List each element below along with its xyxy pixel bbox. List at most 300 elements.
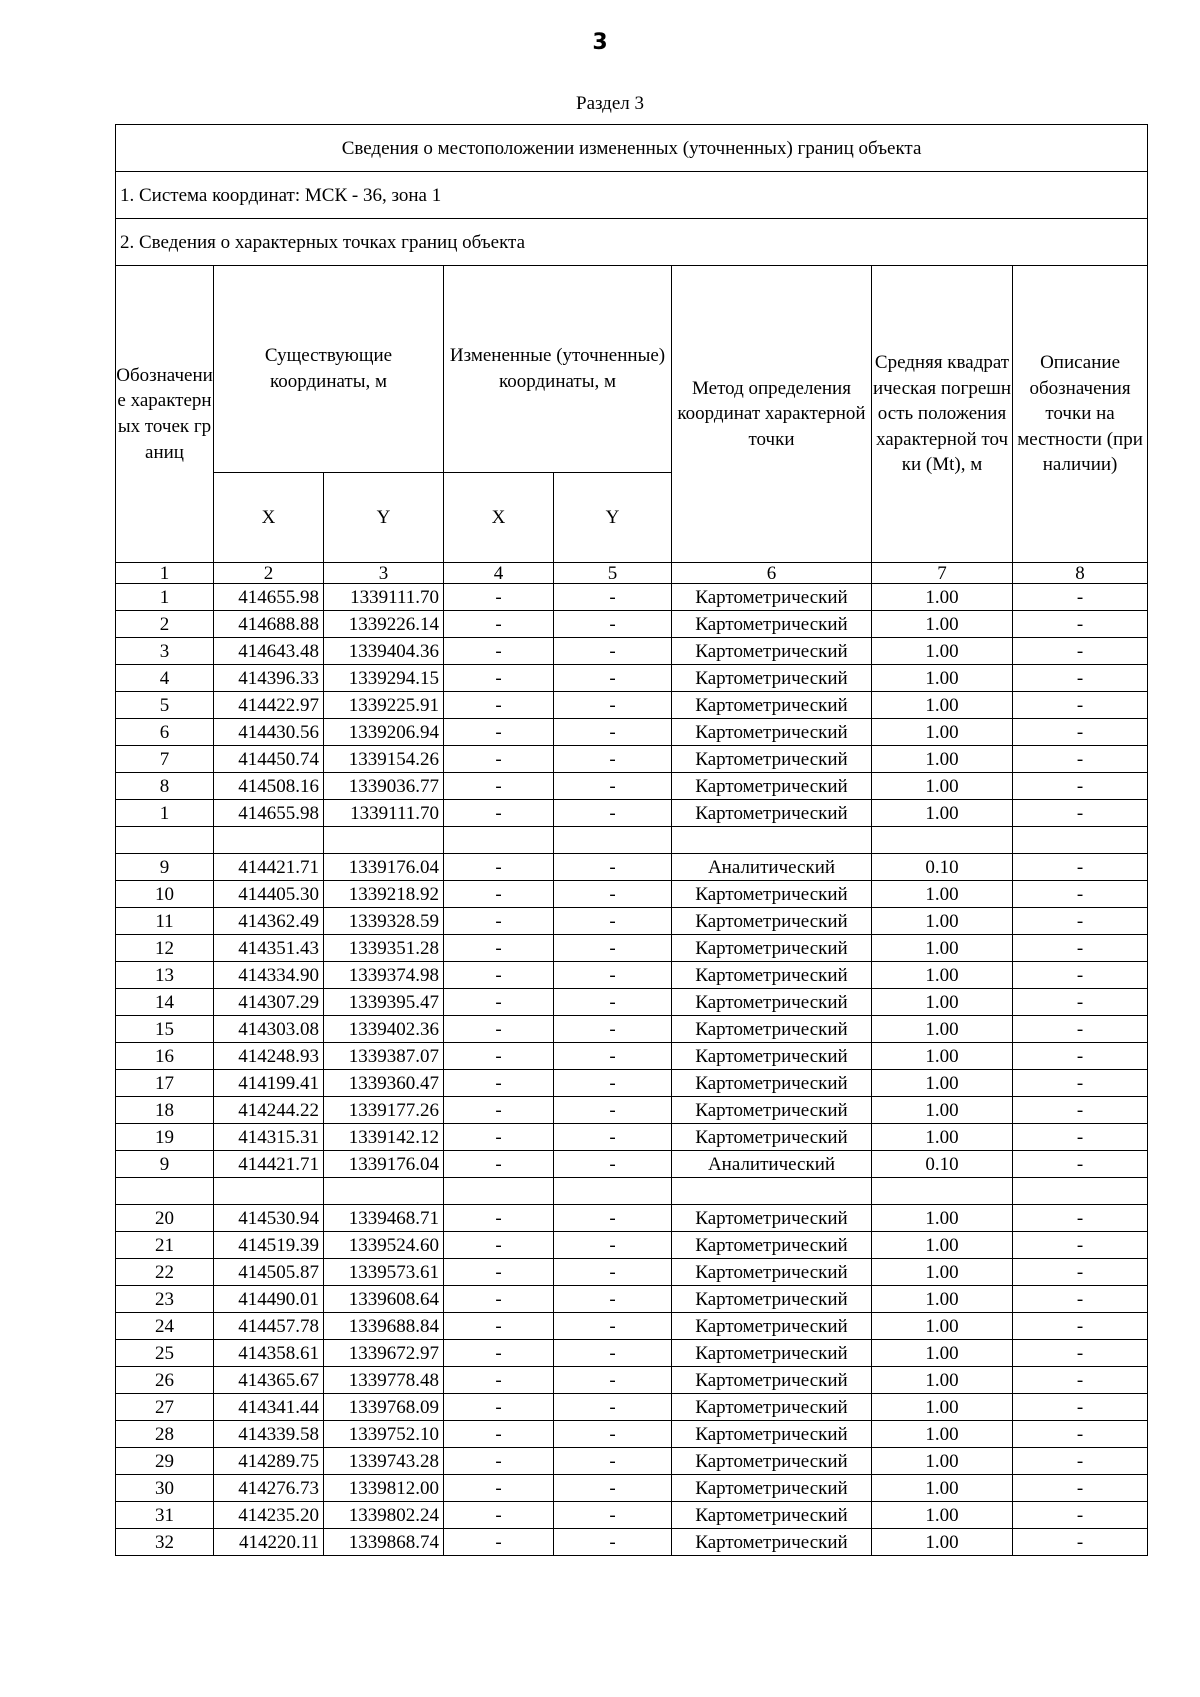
changed-y-cell: - [554,1097,672,1124]
mean-error-cell: 1.00 [872,1367,1013,1394]
existing-y-cell: 1339672.97 [324,1340,444,1367]
point-id-cell: 29 [116,1448,214,1475]
changed-y-cell: - [554,1421,672,1448]
changed-x-cell: - [444,1340,554,1367]
table-row [116,881,1148,908]
existing-y-cell: 1339752.10 [324,1421,444,1448]
point-id-cell: 8 [116,773,214,800]
method-cell: Картометрический [672,611,872,638]
changed-y-cell: - [554,611,672,638]
changed-y-cell: - [554,1394,672,1421]
existing-y-cell: 1339395.47 [324,989,444,1016]
table-row [116,773,1148,800]
method-cell: Картометрический [672,989,872,1016]
changed-x-cell: - [444,1205,554,1232]
mean-error-cell: 1.00 [872,1097,1013,1124]
description-cell: - [1013,1205,1148,1232]
section-label: Раздел 3 [576,93,644,114]
existing-x-cell: 414505.87 [214,1259,324,1286]
changed-x-cell: - [444,1043,554,1070]
existing-y-cell: 1339524.60 [324,1232,444,1259]
mean-error-cell: 0.10 [872,1151,1013,1178]
description-cell: - [1013,638,1148,665]
point-id-cell: 25 [116,1340,214,1367]
existing-y-cell: 1339404.36 [324,638,444,665]
method-cell: Картометрический [672,800,872,827]
description-cell: - [1013,908,1148,935]
contour-separator-row [116,827,1148,854]
method-cell: Картометрический [672,692,872,719]
existing-y-cell: 1339387.07 [324,1043,444,1070]
coordinate-system: 1. Система координат: МСК - 36, зона 1 [116,172,1148,219]
changed-y-cell: - [554,746,672,773]
existing-x-cell: 414421.71 [214,854,324,881]
existing-x-cell: 414365.67 [214,1367,324,1394]
description-cell: - [1013,1448,1148,1475]
changed-x-cell: - [444,1448,554,1475]
method-cell: Картометрический [672,773,872,800]
table-row [116,1259,1148,1286]
existing-x-cell: 414421.71 [214,1151,324,1178]
point-id-cell: 2 [116,611,214,638]
empty-cell [1013,1178,1148,1205]
table-row [116,1070,1148,1097]
existing-x-cell: 414655.98 [214,800,324,827]
mean-error-cell: 1.00 [872,1043,1013,1070]
method-cell: Картометрический [672,1421,872,1448]
mean-error-cell: 1.00 [872,1016,1013,1043]
table-row [116,611,1148,638]
existing-x-cell: 414530.94 [214,1205,324,1232]
table-row [116,1448,1148,1475]
method-cell: Картометрический [672,1016,872,1043]
existing-x-cell: 414450.74 [214,746,324,773]
changed-x-cell: - [444,962,554,989]
mean-error-cell: 1.00 [872,989,1013,1016]
point-id-cell: 3 [116,638,214,665]
point-id-cell: 9 [116,854,214,881]
method-cell: Картометрический [672,1475,872,1502]
header-existing-x: X [214,473,324,563]
column-number: 1 [116,563,214,584]
changed-y-cell: - [554,773,672,800]
existing-x-cell: 414303.08 [214,1016,324,1043]
changed-x-cell: - [444,1421,554,1448]
method-cell: Картометрический [672,1448,872,1475]
empty-cell [872,1178,1013,1205]
existing-y-cell: 1339225.91 [324,692,444,719]
table-row [116,1205,1148,1232]
existing-y-cell: 1339688.84 [324,1313,444,1340]
changed-x-cell: - [444,1286,554,1313]
existing-x-cell: 414508.16 [214,773,324,800]
table-row [116,1016,1148,1043]
method-cell: Картометрический [672,1259,872,1286]
mean-error-cell: 1.00 [872,1448,1013,1475]
table-row [116,1151,1148,1178]
mean-error-cell: 1.00 [872,1070,1013,1097]
changed-x-cell: - [444,1313,554,1340]
point-id-cell: 17 [116,1070,214,1097]
table-row [116,692,1148,719]
mean-error-cell: 1.00 [872,1529,1013,1556]
existing-y-cell: 1339142.12 [324,1124,444,1151]
existing-x-cell: 414362.49 [214,908,324,935]
description-cell: - [1013,665,1148,692]
existing-x-cell: 414490.01 [214,1286,324,1313]
changed-y-cell: - [554,908,672,935]
mean-error-cell: 1.00 [872,1232,1013,1259]
description-cell: - [1013,800,1148,827]
mean-error-cell: 1.00 [872,611,1013,638]
empty-cell [214,1178,324,1205]
description-cell: - [1013,989,1148,1016]
changed-y-cell: - [554,1232,672,1259]
point-id-cell: 4 [116,665,214,692]
changed-y-cell: - [554,1502,672,1529]
changed-x-cell: - [444,1232,554,1259]
changed-x-cell: - [444,800,554,827]
mean-error-cell: 1.00 [872,1502,1013,1529]
mean-error-cell: 1.00 [872,1340,1013,1367]
changed-x-cell: - [444,773,554,800]
existing-x-cell: 414276.73 [214,1475,324,1502]
existing-y-cell: 1339177.26 [324,1097,444,1124]
point-id-cell: 21 [116,1232,214,1259]
mean-error-cell: 1.00 [872,746,1013,773]
existing-y-cell: 1339328.59 [324,908,444,935]
changed-x-cell: - [444,746,554,773]
changed-y-cell: - [554,665,672,692]
description-cell: - [1013,1232,1148,1259]
empty-cell [324,827,444,854]
table-row [116,1232,1148,1259]
changed-x-cell: - [444,638,554,665]
existing-y-cell: 1339154.26 [324,746,444,773]
empty-cell [672,827,872,854]
description-cell: - [1013,746,1148,773]
changed-y-cell: - [554,1529,672,1556]
changed-y-cell: - [554,854,672,881]
existing-x-cell: 414235.20 [214,1502,324,1529]
description-cell: - [1013,962,1148,989]
existing-x-cell: 414339.58 [214,1421,324,1448]
point-id-cell: 9 [116,1151,214,1178]
table-row [116,1286,1148,1313]
changed-y-cell: - [554,1367,672,1394]
existing-x-cell: 414655.98 [214,584,324,611]
description-cell: - [1013,773,1148,800]
changed-y-cell: - [554,1448,672,1475]
mean-error-cell: 1.00 [872,908,1013,935]
method-cell: Картометрический [672,1205,872,1232]
description-cell: - [1013,1124,1148,1151]
changed-x-cell: - [444,935,554,962]
existing-x-cell: 414351.43 [214,935,324,962]
table-row [116,1124,1148,1151]
table-row [116,719,1148,746]
column-number: 2 [214,563,324,584]
mean-error-cell: 1.00 [872,1313,1013,1340]
method-cell: Картометрический [672,1313,872,1340]
description-cell: - [1013,1475,1148,1502]
header-changed-x: X [444,473,554,563]
changed-x-cell: - [444,1259,554,1286]
header-designation: Обозначение характерных точек границ [116,266,214,563]
changed-y-cell: - [554,935,672,962]
table-row [116,800,1148,827]
point-id-cell: 16 [116,1043,214,1070]
changed-y-cell: - [554,1205,672,1232]
changed-x-cell: - [444,584,554,611]
boundary-points-table [115,124,1148,1556]
mean-error-cell: 1.00 [872,665,1013,692]
method-cell: Картометрический [672,719,872,746]
changed-y-cell: - [554,1151,672,1178]
existing-x-cell: 414643.48 [214,638,324,665]
existing-x-cell: 414289.75 [214,1448,324,1475]
description-cell: - [1013,1421,1148,1448]
existing-x-cell: 414248.93 [214,1043,324,1070]
table-row [116,935,1148,962]
description-cell: - [1013,692,1148,719]
changed-x-cell: - [444,1367,554,1394]
existing-y-cell: 1339868.74 [324,1529,444,1556]
empty-cell [444,827,554,854]
method-cell: Картометрический [672,584,872,611]
mean-error-cell: 1.00 [872,800,1013,827]
description-cell: - [1013,1502,1148,1529]
point-id-cell: 32 [116,1529,214,1556]
mean-error-cell: 1.00 [872,638,1013,665]
point-id-cell: 5 [116,692,214,719]
description-cell: - [1013,881,1148,908]
method-cell: Картометрический [672,1043,872,1070]
point-id-cell: 24 [116,1313,214,1340]
description-cell: - [1013,1259,1148,1286]
existing-y-cell: 1339351.28 [324,935,444,962]
changed-x-cell: - [444,881,554,908]
existing-y-cell: 1339294.15 [324,665,444,692]
existing-y-cell: 1339802.24 [324,1502,444,1529]
changed-x-cell: - [444,1394,554,1421]
description-cell: - [1013,1340,1148,1367]
empty-cell [324,1178,444,1205]
column-number: 8 [1013,563,1148,584]
existing-y-cell: 1339468.71 [324,1205,444,1232]
point-id-cell: 13 [116,962,214,989]
method-cell: Картометрический [672,1529,872,1556]
method-cell: Картометрический [672,1232,872,1259]
column-number-row [116,563,1148,584]
method-cell: Картометрический [672,638,872,665]
description-cell: - [1013,1043,1148,1070]
existing-y-cell: 1339111.70 [324,800,444,827]
description-cell: - [1013,1313,1148,1340]
existing-y-cell: 1339036.77 [324,773,444,800]
table-row [116,584,1148,611]
changed-x-cell: - [444,665,554,692]
points-section-title: 2. Сведения о характерных точках границ объекта [116,219,1148,266]
point-id-cell: 19 [116,1124,214,1151]
table-row [116,665,1148,692]
empty-cell [554,1178,672,1205]
changed-x-cell: - [444,1529,554,1556]
existing-x-cell: 414405.30 [214,881,324,908]
table-title: Сведения о местоположении измененных (уточненных) границ объекта [116,125,1148,172]
existing-y-cell: 1339608.64 [324,1286,444,1313]
changed-y-cell: - [554,989,672,1016]
existing-y-cell: 1339402.36 [324,1016,444,1043]
mean-error-cell: 1.00 [872,1205,1013,1232]
existing-x-cell: 414244.22 [214,1097,324,1124]
method-cell: Картометрический [672,908,872,935]
changed-x-cell: - [444,719,554,746]
existing-y-cell: 1339812.00 [324,1475,444,1502]
existing-y-cell: 1339573.61 [324,1259,444,1286]
table-row [116,854,1148,881]
method-cell: Картометрический [672,962,872,989]
empty-cell [444,1178,554,1205]
empty-cell [554,827,672,854]
changed-x-cell: - [444,1502,554,1529]
header-existing-y: Y [324,473,444,563]
mean-error-cell: 1.00 [872,962,1013,989]
changed-x-cell: - [444,1475,554,1502]
description-cell: - [1013,719,1148,746]
point-id-cell: 26 [116,1367,214,1394]
method-cell: Картометрический [672,1097,872,1124]
method-cell: Картометрический [672,1286,872,1313]
header-mean-error: Средняя квадратическая погрешность положения характерной точки (Mt), м [872,266,1013,563]
empty-cell [672,1178,872,1205]
empty-cell [1013,827,1148,854]
mean-error-cell: 1.00 [872,1394,1013,1421]
changed-y-cell: - [554,1016,672,1043]
point-id-cell: 23 [116,1286,214,1313]
description-cell: - [1013,935,1148,962]
table-row [116,638,1148,665]
existing-x-cell: 414341.44 [214,1394,324,1421]
method-cell: Картометрический [672,881,872,908]
changed-y-cell: - [554,719,672,746]
table-row [116,1475,1148,1502]
method-cell: Аналитический [672,1151,872,1178]
existing-y-cell: 1339226.14 [324,611,444,638]
changed-x-cell: - [444,1151,554,1178]
description-cell: - [1013,1016,1148,1043]
point-id-cell: 14 [116,989,214,1016]
existing-x-cell: 414307.29 [214,989,324,1016]
method-cell: Картометрический [672,1340,872,1367]
changed-y-cell: - [554,1340,672,1367]
point-id-cell: 28 [116,1421,214,1448]
existing-y-cell: 1339218.92 [324,881,444,908]
column-number: 7 [872,563,1013,584]
point-id-cell: 22 [116,1259,214,1286]
header-changed-coords: Измененные (уточненные) координаты, м [444,266,672,473]
mean-error-cell: 0.10 [872,854,1013,881]
point-id-cell: 27 [116,1394,214,1421]
changed-y-cell: - [554,881,672,908]
header-description: Описание обозначения точки на местности (при наличии) [1013,266,1148,563]
changed-y-cell: - [554,1070,672,1097]
changed-x-cell: - [444,908,554,935]
point-id-cell: 1 [116,800,214,827]
mean-error-cell: 1.00 [872,773,1013,800]
mean-error-cell: 1.00 [872,935,1013,962]
point-id-cell: 11 [116,908,214,935]
mean-error-cell: 1.00 [872,881,1013,908]
changed-y-cell: - [554,1286,672,1313]
page-number: 3 [592,30,608,55]
table-row [116,746,1148,773]
table-row [116,1097,1148,1124]
point-id-cell: 6 [116,719,214,746]
changed-x-cell: - [444,692,554,719]
method-cell: Картометрический [672,1124,872,1151]
point-id-cell: 20 [116,1205,214,1232]
table-row [116,1502,1148,1529]
existing-y-cell: 1339743.28 [324,1448,444,1475]
method-cell: Картометрический [672,1367,872,1394]
existing-y-cell: 1339374.98 [324,962,444,989]
table-row [116,1340,1148,1367]
existing-y-cell: 1339768.09 [324,1394,444,1421]
description-cell: - [1013,1367,1148,1394]
table-row [116,1394,1148,1421]
table-row [116,1313,1148,1340]
description-cell: - [1013,1394,1148,1421]
changed-y-cell: - [554,1043,672,1070]
mean-error-cell: 1.00 [872,1259,1013,1286]
existing-y-cell: 1339176.04 [324,854,444,881]
empty-cell [116,827,214,854]
existing-x-cell: 414358.61 [214,1340,324,1367]
existing-y-cell: 1339778.48 [324,1367,444,1394]
method-cell: Картометрический [672,1070,872,1097]
table-row [116,908,1148,935]
existing-x-cell: 414519.39 [214,1232,324,1259]
existing-x-cell: 414334.90 [214,962,324,989]
method-cell: Картометрический [672,1502,872,1529]
changed-y-cell: - [554,692,672,719]
existing-x-cell: 414430.56 [214,719,324,746]
changed-x-cell: - [444,1016,554,1043]
existing-y-cell: 1339360.47 [324,1070,444,1097]
table-row [116,1421,1148,1448]
changed-x-cell: - [444,989,554,1016]
changed-x-cell: - [444,1070,554,1097]
existing-x-cell: 414457.78 [214,1313,324,1340]
table-row [116,1529,1148,1556]
changed-y-cell: - [554,1475,672,1502]
mean-error-cell: 1.00 [872,1475,1013,1502]
existing-x-cell: 414422.97 [214,692,324,719]
changed-y-cell: - [554,962,672,989]
mean-error-cell: 1.00 [872,1124,1013,1151]
contour-separator-row [116,1178,1148,1205]
method-cell: Картометрический [672,746,872,773]
mean-error-cell: 1.00 [872,692,1013,719]
point-id-cell: 12 [116,935,214,962]
column-number: 6 [672,563,872,584]
point-id-cell: 10 [116,881,214,908]
point-id-cell: 1 [116,584,214,611]
table-row [116,1043,1148,1070]
point-id-cell: 7 [116,746,214,773]
changed-x-cell: - [444,1097,554,1124]
